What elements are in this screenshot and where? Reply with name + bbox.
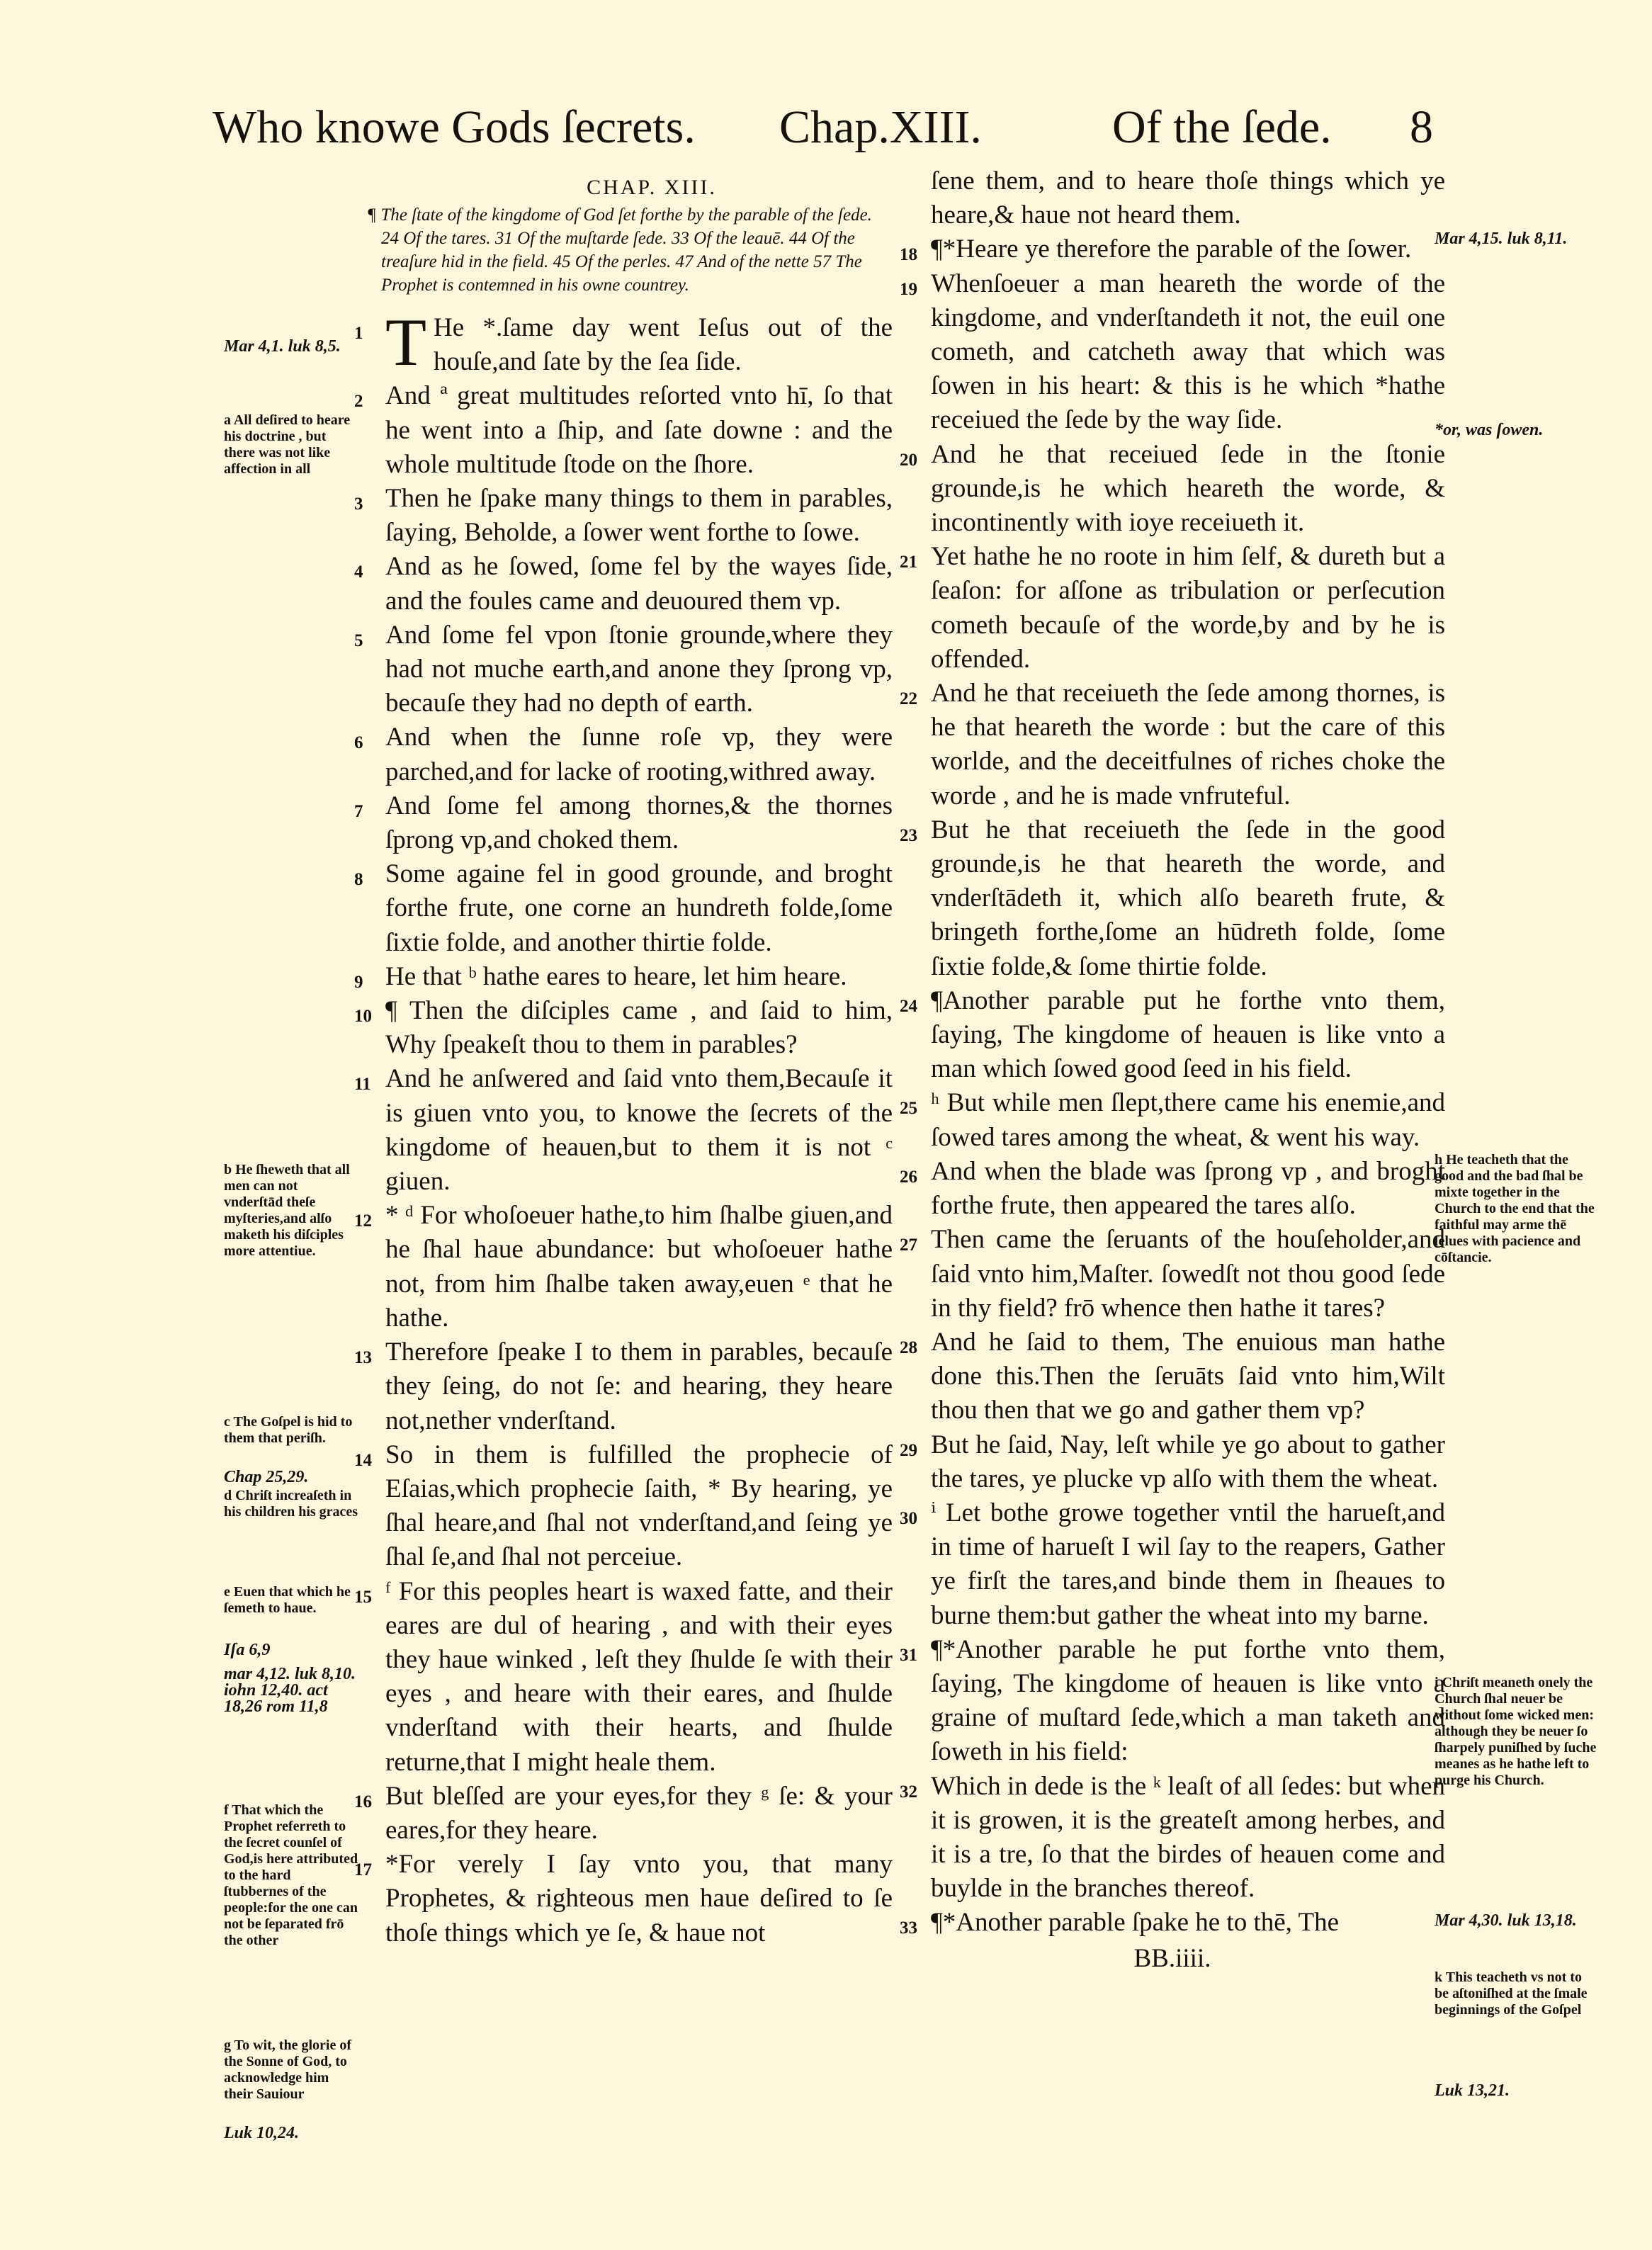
verse [900,677,1445,813]
verse-number: 12 [354,1211,372,1231]
verse-number: 25 [900,1099,917,1119]
verse-number: 23 [900,825,917,845]
verse [354,720,893,788]
verse [900,1325,1445,1428]
verse-number: 32 [900,1782,917,1802]
verse [354,1062,893,1199]
verse-text: And when the blade was ſprong vp , and broght forthe frute, then appeared the tares alſo. [931,1156,1445,1221]
verse-text: ¶*Heare ye therefore the parable of the ſower. [931,234,1412,264]
verse [354,379,893,482]
verse-text: ¶*Another parable ſpake he to thē, The [931,1908,1340,1938]
verse [354,789,893,857]
page-number: 8 [1410,101,1433,153]
verse-text: And ſome fel among thornes,& the thornes ſprong vp,and choked them. [385,791,893,855]
cross-reference: *or, was ſowen. [1435,421,1544,439]
verse-number: 19 [900,279,917,299]
verse [354,1848,893,1950]
running-head-chapter: Chap.XIII. [779,101,982,153]
verse [900,1223,1445,1325]
verse-number: 9 [354,972,363,992]
verse-text: Then he ſpake many things to them in parables, ſaying, Beholde, a ſower went forthe to ſowe. [385,484,893,548]
cross-reference: Mar 4,1. luk 8,5. [224,337,341,356]
margin-note: b He ſheweth that all men can not vnderſtād theſe myſteries,and alſo maketh his diſciples more attentiue. [224,1162,350,1259]
running-head-left: Who knowe Gods ſecrets. [213,101,696,153]
verse-number: 20 [900,450,917,470]
verse-number: 18 [900,245,917,265]
verse [354,1335,893,1438]
margin-note: f That which the Prophet referreth to the ſecret counſel of God,is here attributed to the hard ſtubbernes of the people:for the one can not be ſeparated frō the other [224,1802,358,1948]
verse-text: Then came the ſeruants of the houſeholder,and ſaid vnto him,Maſter. ſowedſt not thou good ſede in thy field? frō whence then hathe it tares? [931,1225,1445,1323]
verse-number: 7 [354,801,363,821]
verse-number: 6 [354,733,363,753]
verse [900,164,1445,232]
verse [900,438,1445,541]
margin-note: g To wit, the glorie of the Sonne of God, to acknowledge him their Sauiour [224,2037,351,2102]
verse-number: 21 [900,553,917,572]
verse [354,305,893,380]
verse [354,482,893,550]
verse [900,1633,1445,1770]
verse-number: 8 [354,870,363,890]
verse [354,1575,893,1780]
verse-number: 24 [900,996,917,1016]
cross-reference: Mar 4,15. luk 8,11. [1435,230,1568,248]
verse-number: 14 [354,1450,372,1470]
verse-number: 31 [900,1645,917,1665]
verse-text: * ᵈ For whoſoeuer hathe,to him ſhalbe giuen,and he ſhal haue abundance: but whoſoeuer hathe not, from him ſhalbe taken away,euen ᵉ that he hathe. [385,1201,893,1333]
verse-text: But he that receiueth the ſede in the good grounde,is he that heareth the worde, and vnderſtādeth it, which alſo beareth frute, & bringeth forthe,ſome an hūdreth folde, ſome ſixtie folde,& ſome thirtie folde. [931,815,1445,981]
verse-number: 2 [354,392,363,412]
verse-text: He that ᵇ hathe eares to heare, let him heare. [385,961,847,991]
verse-text: ¶ Then the diſciples came , and ſaid to him, Why ſpeakeſt thou to them in parables? [385,996,893,1060]
verse-number: 33 [900,1918,917,1938]
verse-number: 29 [900,1440,917,1460]
verse-number: 4 [354,562,363,582]
verse [354,550,893,618]
verse [900,1496,1445,1633]
verse-number: 16 [354,1792,372,1811]
verse-text: And he that receiueth the ſede among thornes, is he that heareth the worde : but the care of this worlde, and the deceitfulnes of riches choke the worde , and he is made vnfruteful. [931,679,1445,810]
right-column [900,164,1445,1976]
verse [354,960,893,994]
verse-number: 27 [900,1236,917,1255]
verse-text: ᶠ For this peoples heart is waxed fatte, and their eares are dul of hearing , and with their eyes they haue winked , leſt they ſhulde ſe with their eyes , and heare with their eares, and ſhulde vnderſtand with their hearts, and ſhulde returne,that I might heale them. [385,1576,893,1777]
cross-reference: Mar 4,30. luk 13,18. [1435,1911,1577,1930]
left-verses [354,305,893,1950]
verse-text: ¶*Another parable he put forthe vnto them, ſaying, The kingdome of heauen is like vnto a graine of muſtard ſede,which a man taketh and ſoweth in his field: [931,1634,1445,1767]
verse-text: Which in dede is the ᵏ leaſt of all ſedes: but when it is growen, it is the greateſt among herbes, and it is a tre, ſo that the birdes of heauen come and buylde in the branches thereof. [931,1771,1445,1904]
margin-note: c The Goſpel is hid to them that periſh. [224,1414,353,1446]
verse [900,1770,1445,1906]
verse [354,1438,893,1575]
verse-number: 5 [354,631,363,650]
chapter-summary: ¶ The ſtate of the kingdome of God ſet forthe by the parable of the ſede. 24 Of the tares. 31 Of the muſtarde ſede. 33 Of the leauē. 44 Of the treaſure hid in the field. 45 Of the perles. 47 And of the nette 57 The Prophet is contemned in his owne countrey. [367,205,872,295]
running-head-right: Of the ſede. [1112,101,1332,153]
chapter-heading: CHAP. XIII. [587,176,717,199]
verse [354,618,893,721]
verse [900,984,1445,1087]
verse-number: 11 [354,1075,371,1095]
cross-reference: Luk 13,21. [1435,2081,1510,2100]
verse [900,1428,1445,1496]
verse [900,540,1445,677]
verse-text: But he ſaid, Nay, leſt while ye go about to gather the tares, ye plucke vp alſo with them the wheat. [931,1430,1445,1493]
verse-number: 17 [354,1860,372,1880]
verse-text: He *.ſame day went Ieſus out of the houſe,and ſate by the ſea ſide. [434,313,893,377]
verse [900,1086,1445,1154]
cross-reference: mar 4,12. luk 8,10. iohn 12,40. act 18,26 rom 11,8 [224,1665,356,1716]
verse-text: And he ſaid to them, The enuious man hathe done this.Then the ſeruāts ſaid vnto him,Wilt thou then that we go and gather them vp? [931,1327,1445,1425]
verse-number: 13 [354,1348,372,1368]
drop-cap: T [385,305,427,380]
verse-text: ⁱ Let bothe growe together vntil the harueſt,and in time of harueſt I wil ſay to the reapers, Gather ye firſt the tares,and binde them in ſheaues to burne them:but gather the wheat into my barne. [931,1498,1445,1630]
verse [900,1155,1445,1223]
verse [354,1199,893,1335]
verse-text: But bleſſed are your eyes,for they ᵍ ſe: & your eares,for they heare. [385,1781,893,1845]
verse-number: 28 [900,1338,917,1357]
signature-mark: BB.iiii. [1133,1943,1211,1973]
verse-text: ſene them, and to heare thoſe things which ye heare,& haue not heard them. [931,166,1445,230]
verse-number: 3 [354,494,363,514]
verse [354,994,893,1062]
verse-text: Whenſoeuer a man heareth the worde of the kingdome, and vnderſtandeth it not, the euil one cometh, and catcheth away that which was ſowen in his heart: & this is he which *hathe receiued the ſede by the way ſide. [931,268,1445,435]
margin-note: d Chriſt increaſeth in his children his graces [224,1488,358,1520]
verse-number: 1 [354,324,363,343]
verse [354,857,893,960]
verse-text: And as he ſowed, ſome fel by the wayes ſide, and the foules came and deuoured them vp. [385,552,893,616]
verse [900,232,1445,266]
verse-text: ¶Another parable put he forthe vnto them, ſaying, The kingdome of heauen is like vnto a man which ſowed good ſeed in his field. [931,985,1445,1084]
verse-text: And ſome fel vpon ſtonie grounde,where they had not muche earth,and anone they ſprong vp, becauſe they had no depth of earth. [385,620,893,718]
verse-text: Yet hathe he no roote in him ſelf, & dureth but a ſeaſon: for aſſone as tribulation or perſecution cometh becauſe of the worde,by and by he is offended. [931,542,1445,674]
verse-number: 26 [900,1167,917,1187]
left-column [354,174,893,1950]
margin-note: k This teacheth vs not to be aſtoniſhed at the ſmale beginnings of the Goſpel [1435,1969,1588,2018]
verse-text: And ª great multitudes reſorted vnto hī, ſo that he went into a ſhip, and ſate downe : and the whole multitude ſtode on the ſhore. [385,381,893,479]
margin-note: i Chriſt meaneth onely the Church ſhal neuer be without ſome wicked men: although they be neuer ſo ſharpely puniſhed by ſuche meanes as he hathe left to purge his Church. [1435,1675,1597,1788]
margin-note: e Euen that which he ſemeth to haue. [224,1584,351,1616]
verse-text: And when the ſunne roſe vp, they were parched,and for lacke of rooting,withred away. [385,723,893,786]
verse-number: 10 [354,1007,372,1027]
verse-text: Therefore ſpeake I to them in parables, becauſe they ſeing, do not ſe: and hearing, they heare not,nether vnderſtand. [385,1338,893,1435]
cross-reference: Iſa 6,9 [224,1641,271,1659]
margin-note: h He teacheth that the good and the bad ſhal be mixte together in the Church to the end that the faithful may arme thē ſelues with pacience and cōſtancie. [1435,1152,1595,1265]
verse-number: 22 [900,689,917,709]
verse-number: 15 [354,1587,372,1607]
margin-note: a All deſired to heare his doctrine , but there was not like affection in all [224,412,351,477]
verse [900,267,1445,438]
cross-reference: Luk 10,24. [224,2124,300,2142]
running-head [213,99,1459,163]
verse [354,1780,893,1848]
cross-reference: Chap 25,29. [224,1468,309,1486]
verse-text: Some againe fel in good grounde, and broght forthe frute, one corne an hundreth folde,ſome ſixtie folde, and another thirtie folde. [385,859,893,957]
verse-text: So in them is fulfilled the prophecie of Eſaias,which prophecie ſaith, * By hearing, ye ſhal heare,and ſhal not vnderſtand,and ſeing ye ſhal ſe,and ſhal not perceiue. [385,1440,893,1572]
right-verses [900,164,1445,1940]
verse [900,813,1445,984]
verse-text: And he that receiued ſede in the ſtonie grounde,is he which heareth the worde, & incontinently with ioye receiueth it. [931,439,1445,538]
verse-number: 30 [900,1508,917,1528]
verse-text: ʰ But while men ſlept,there came his enemie,and ſowed tares among the wheat, & went his way. [931,1088,1445,1152]
verse-text: And he anſwered and ſaid vnto them,Becauſe it is giuen vnto you, to knowe the ſecrets of the kingdome of heauen,but to them it is not ᶜ giuen. [385,1064,893,1197]
verse-text: *For verely I ſay vnto you, that many Prophetes, & righteous men haue deſired to ſe thoſe things which ye ſe, & haue not [385,1850,893,1947]
verse [900,1906,1445,1940]
